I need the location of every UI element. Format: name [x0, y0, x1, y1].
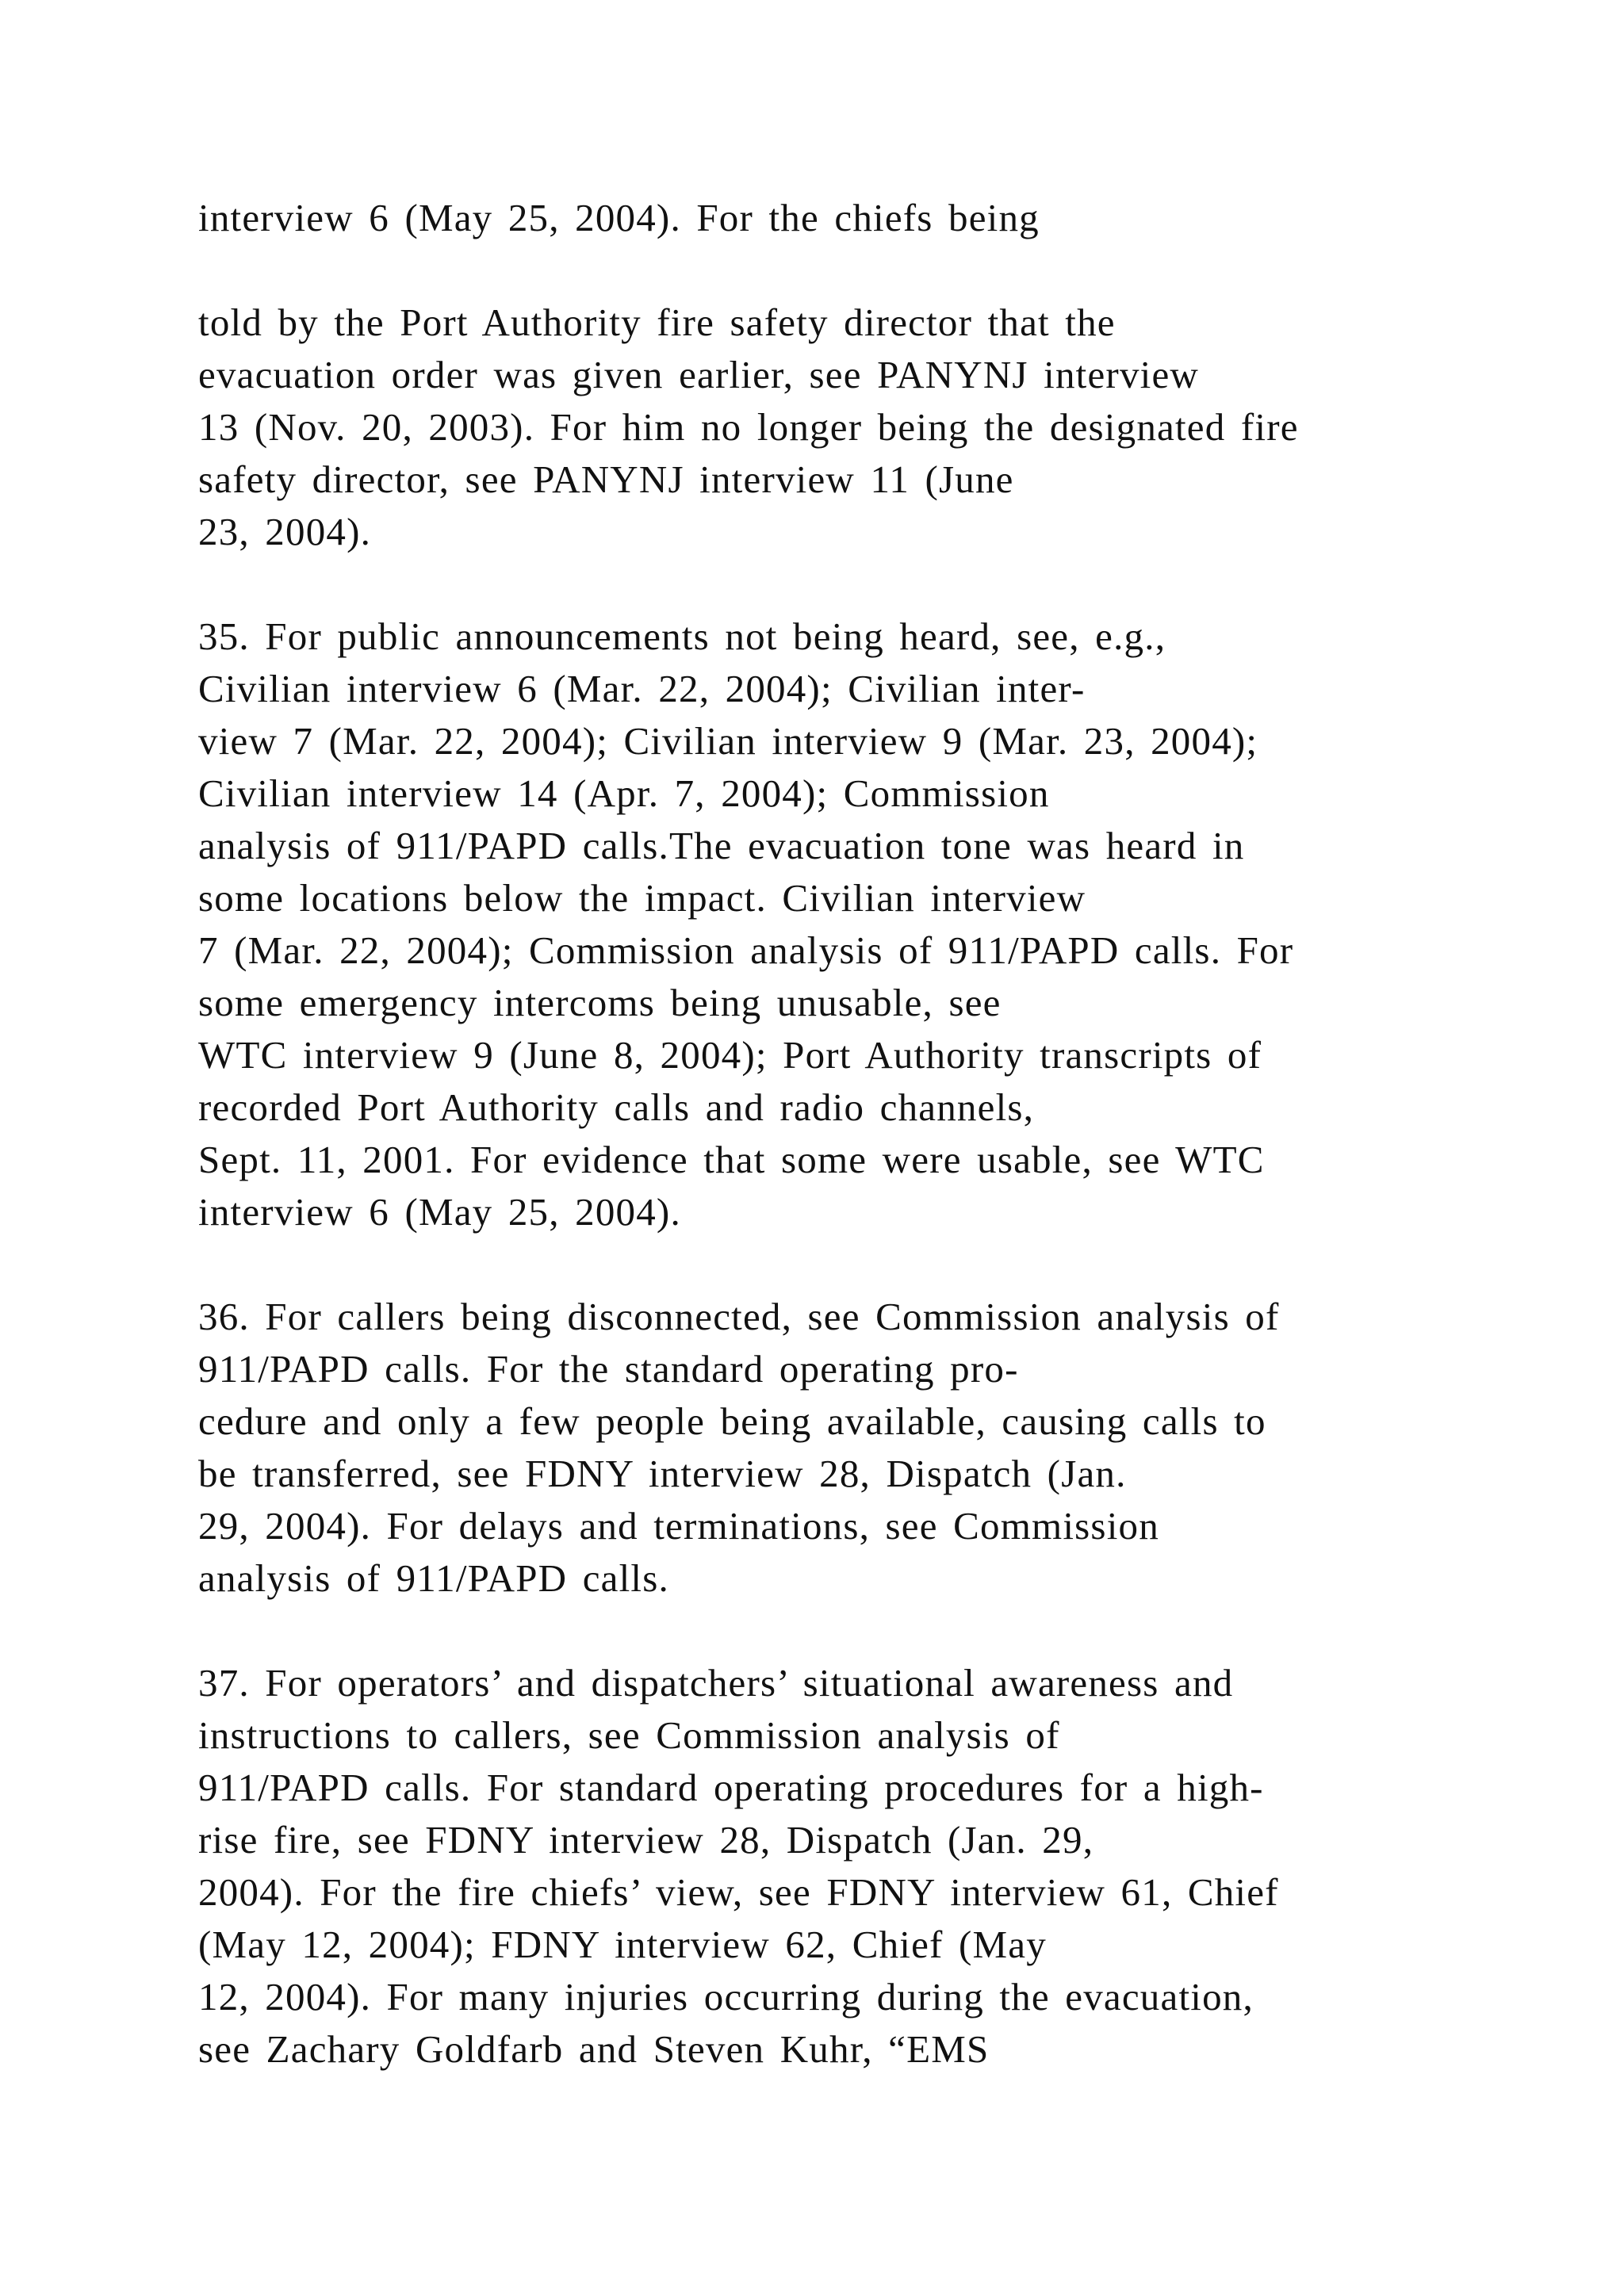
text-line: 911/PAPD calls. For standard operating procedures for a high- [198, 1766, 1264, 1809]
text-line: 2004). For the fire chiefs’ view, see FDNY interview 61, Chief [198, 1870, 1279, 1914]
text-line: analysis of 911/PAPD calls. [198, 1556, 669, 1600]
text-line: rise fire, see FDNY interview 28, Dispatch (Jan. 29, [198, 1818, 1094, 1862]
text-line: view 7 (Mar. 22, 2004); Civilian interview 9 (Mar. 23, 2004); [198, 719, 1258, 763]
paragraph-continuation-fire-safety [198, 297, 1546, 558]
text-line: interview 6 (May 25, 2004). [198, 1190, 681, 1234]
endnote-36 [198, 1291, 1546, 1605]
paragraph-gap [198, 1238, 1546, 1291]
paragraph-gap [198, 1605, 1546, 1657]
text-line: see Zachary Goldfarb and Steven Kuhr, “EMS [198, 2027, 990, 2071]
text-line: some locations below the impact. Civilian interview [198, 876, 1086, 920]
text-line: be transferred, see FDNY interview 28, Dispatch (Jan. [198, 1452, 1127, 1495]
text-line: 36. For callers being disconnected, see Commission analysis of [198, 1295, 1280, 1338]
text-line: Civilian interview 6 (Mar. 22, 2004); Civilian inter- [198, 667, 1086, 710]
text-line: 29, 2004). For delays and terminations, see Commission [198, 1504, 1159, 1548]
text-line: 911/PAPD calls. For the standard operating pro- [198, 1347, 1019, 1391]
text-line: 35. For public announcements not being heard, see, e.g., [198, 614, 1166, 658]
paragraph-gap [198, 558, 1546, 610]
text-line: 7 (Mar. 22, 2004); Commission analysis of 911/PAPD calls. For [198, 928, 1294, 972]
text-line: 37. For operators’ and dispatchers’ situational awareness and [198, 1661, 1234, 1705]
text-line: 12, 2004). For many injuries occurring during the evacuation, [198, 1975, 1254, 2019]
text-line: told by the Port Authority fire safety director that the [198, 300, 1116, 344]
text-line: 23, 2004). [198, 510, 372, 553]
text-line: (May 12, 2004); FDNY interview 62, Chief (May [198, 1923, 1047, 1966]
text-line: interview 6 (May 25, 2004). For the chiefs being [198, 196, 1040, 239]
endnote-35 [198, 610, 1546, 1238]
text-line: WTC interview 9 (June 8, 2004); Port Authority transcripts of [198, 1033, 1262, 1077]
text-line: safety director, see PANYNJ interview 11 (June [198, 457, 1014, 501]
text-line: evacuation order was given earlier, see PANYNJ interview [198, 353, 1199, 396]
endnote-37 [198, 1657, 1546, 2076]
text-line: analysis of 911/PAPD calls.The evacuation tone was heard in [198, 824, 1245, 867]
text-line: 13 (Nov. 20, 2003). For him no longer being the designated fire [198, 405, 1299, 449]
text-line: Sept. 11, 2001. For evidence that some were usable, see WTC [198, 1138, 1265, 1181]
text-line: cedure and only a few people being available, causing calls to [198, 1399, 1266, 1443]
paragraph-gap [198, 244, 1546, 297]
endnotes-text [198, 192, 1546, 2076]
text-line: Civilian interview 14 (Apr. 7, 2004); Commission [198, 771, 1050, 815]
paragraph-continuation-top [198, 192, 1546, 244]
text-line: recorded Port Authority calls and radio channels, [198, 1085, 1035, 1129]
text-line: instructions to callers, see Commission analysis of [198, 1713, 1060, 1757]
text-line: some emergency intercoms being unusable, see [198, 981, 1002, 1024]
